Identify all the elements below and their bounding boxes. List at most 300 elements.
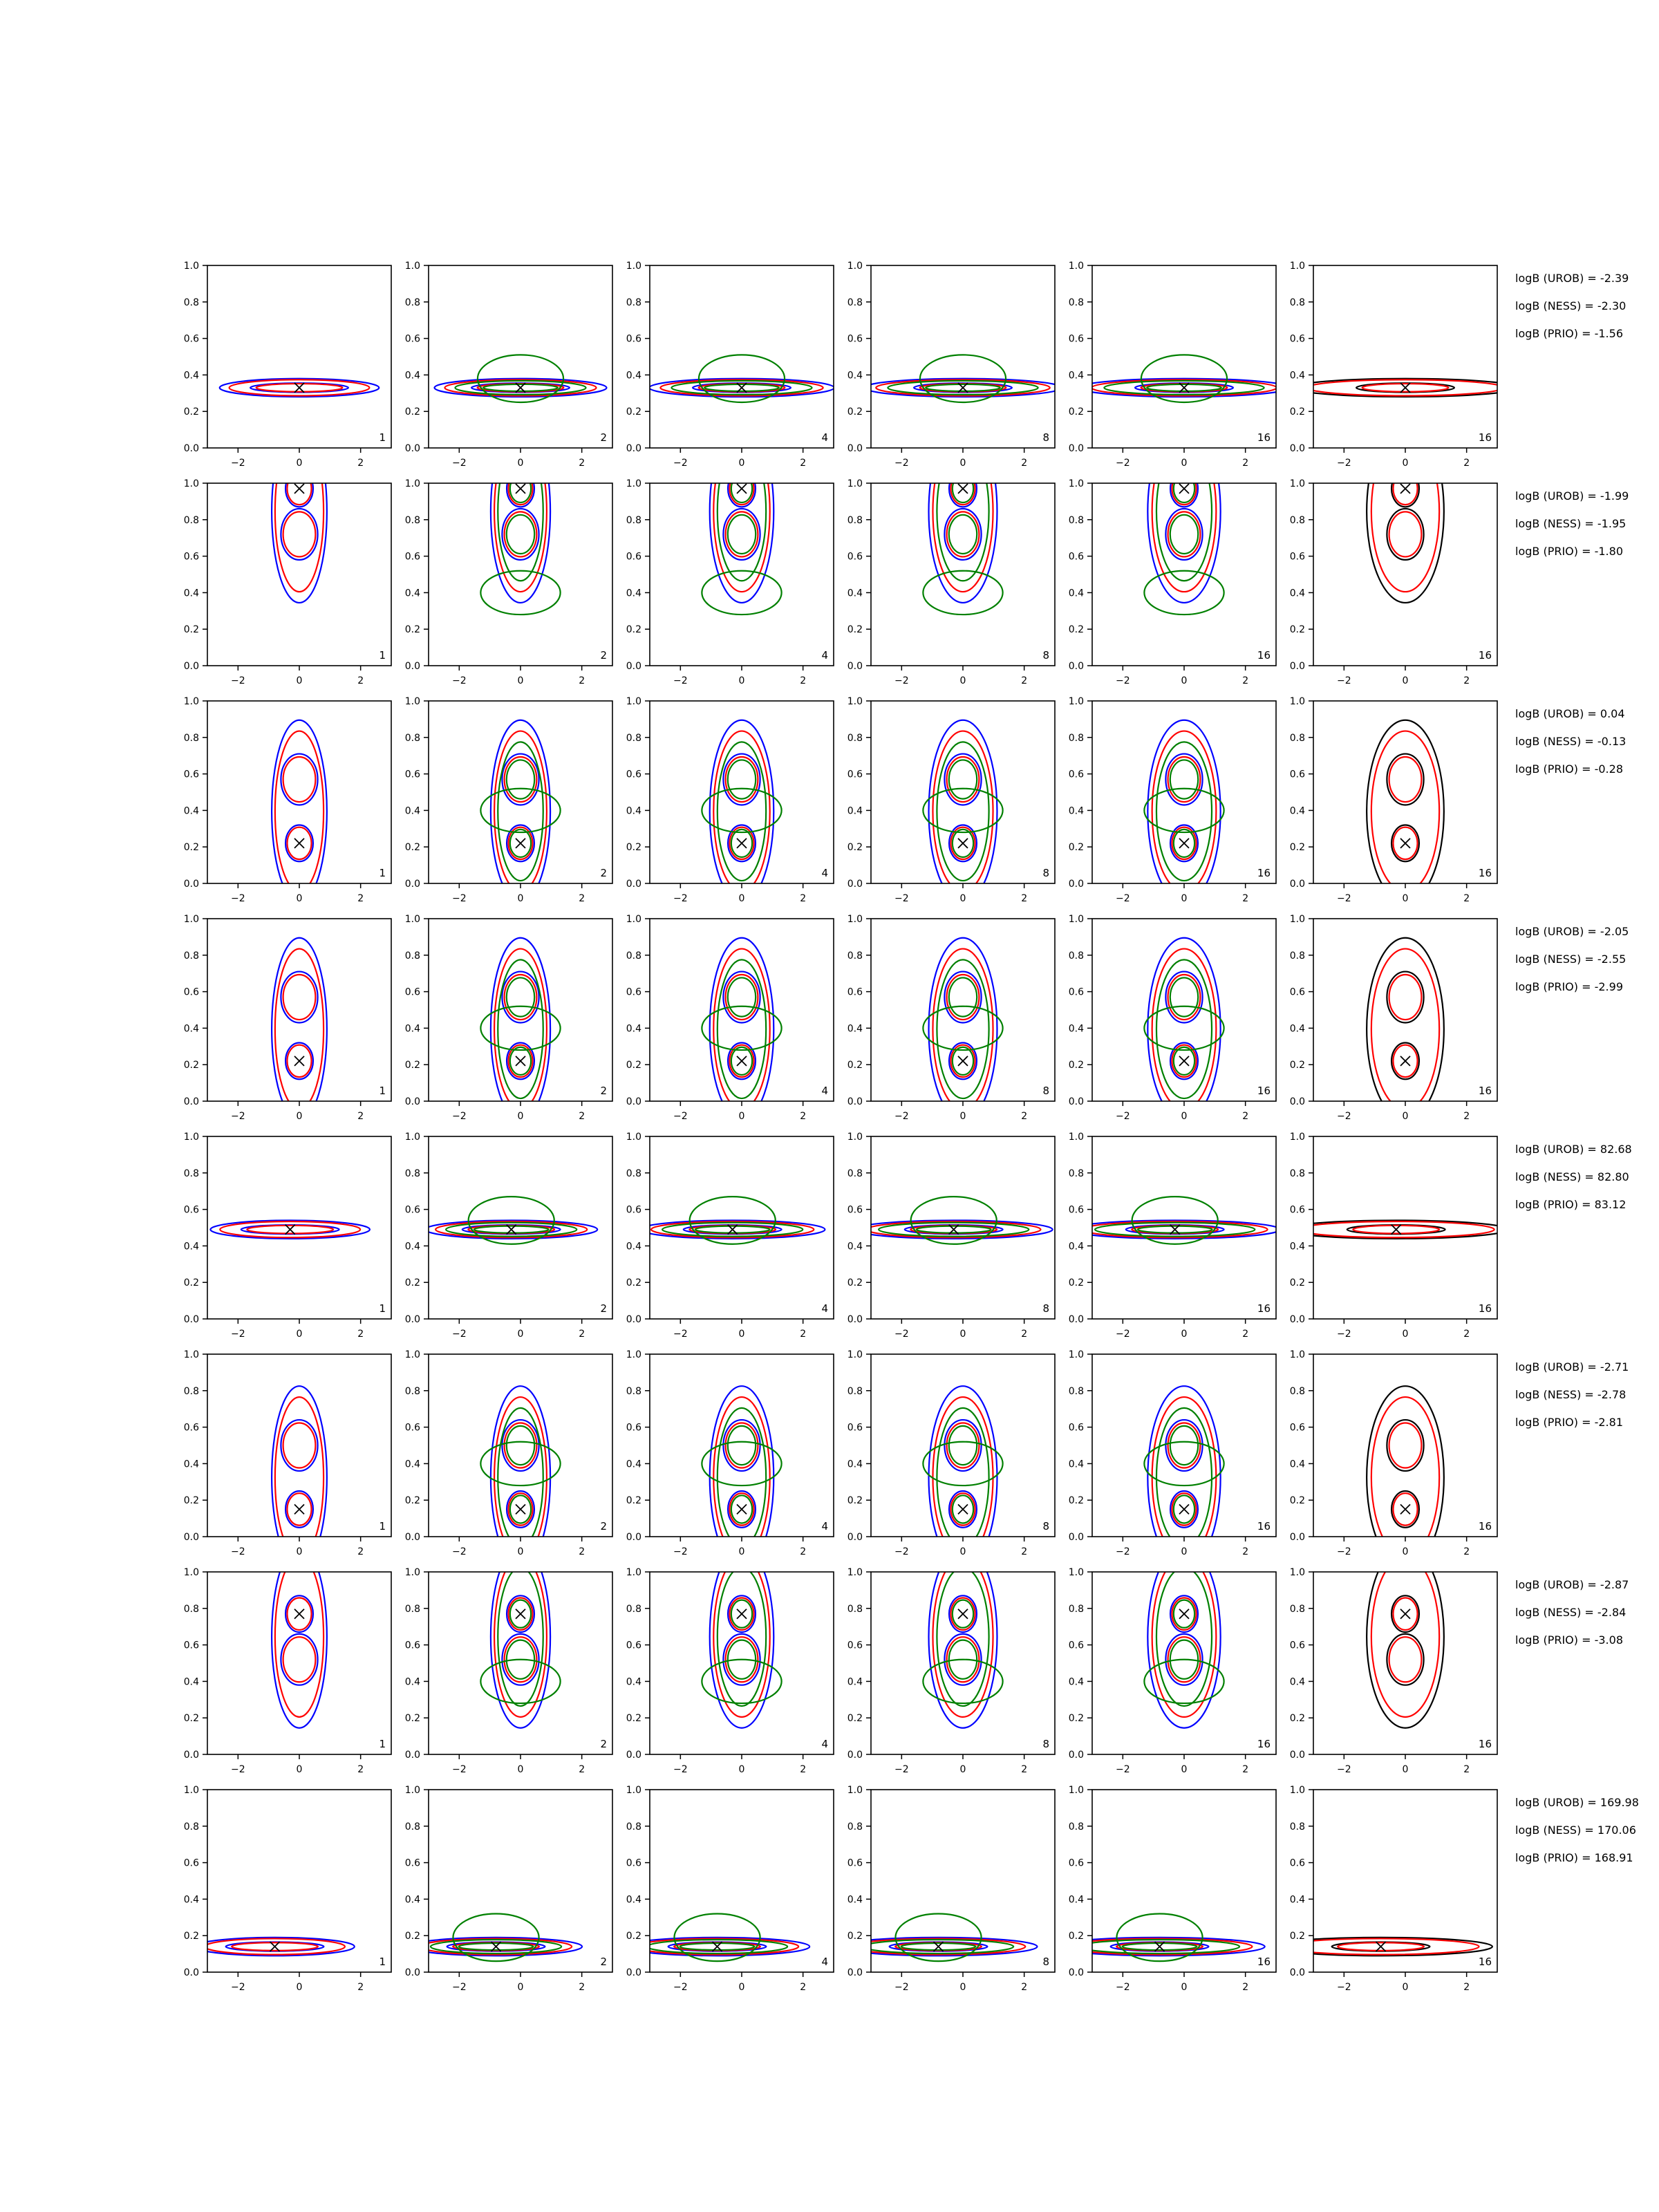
- y-tick-label: 0.2: [1068, 406, 1084, 418]
- y-tick-label: 0.8: [847, 950, 863, 962]
- y-tick-label: 0.8: [1068, 297, 1084, 308]
- ness-contour: [1168, 757, 1201, 802]
- y-tick-label: 0.6: [626, 1204, 641, 1216]
- panel-frame: [207, 1136, 391, 1319]
- x-tick-label: −2: [673, 1329, 688, 1340]
- y-tick-label: 0.0: [1289, 1532, 1305, 1543]
- urob-contour: [723, 972, 760, 1023]
- urob-contour: [491, 720, 550, 903]
- panel-r1-c6: [1290, 261, 1517, 469]
- x-tick-label: −2: [1116, 1329, 1130, 1340]
- y-tick-label: 0.0: [183, 1750, 199, 1761]
- y-tick-label: 1.0: [404, 478, 420, 489]
- x-tick-label: 2: [357, 458, 364, 469]
- y-tick-label: 0.0: [847, 1750, 863, 1761]
- panel-r7-c6: [1290, 1546, 1497, 1775]
- x-tick-label: −2: [673, 893, 688, 904]
- x-tick-label: 0: [738, 1764, 745, 1775]
- x-tick-label: 2: [800, 458, 807, 469]
- x-tick-label: 0: [738, 1111, 745, 1122]
- y-tick-label: 0.0: [847, 1314, 863, 1325]
- y-tick-label: 0.0: [847, 1532, 863, 1543]
- y-tick-label: 0.6: [1289, 986, 1305, 998]
- contour-lines: [1144, 938, 1224, 1121]
- ness-contour: [932, 731, 993, 892]
- x-tick-label: 0: [959, 893, 966, 904]
- y-tick-label: 0.0: [1068, 443, 1084, 454]
- panel-r6-c4: [847, 1349, 1055, 1568]
- y-tick-label: 0.6: [404, 1204, 420, 1216]
- ness-contour: [1168, 512, 1201, 556]
- contour-lines: [923, 938, 1002, 1121]
- truth-marker: [294, 838, 304, 848]
- y-tick-label: 0.6: [183, 333, 199, 345]
- urob-contour: [502, 509, 538, 560]
- y-tick-label: 0.2: [404, 624, 420, 636]
- logb-annotation: logB (NESS) = -2.55: [1515, 953, 1627, 966]
- y-tick-label: 0.2: [626, 842, 641, 854]
- ness-contour: [1371, 1397, 1439, 1557]
- ness-contour: [726, 975, 758, 1020]
- y-tick-label: 1.0: [1289, 1785, 1305, 1796]
- urob-contour: [1165, 754, 1202, 805]
- x-tick-label: 2: [579, 1546, 585, 1557]
- y-tick-label: 0.4: [847, 370, 863, 382]
- logb-annotation: logB (PRIO) = -1.80: [1515, 545, 1623, 558]
- ref-contour: [1367, 720, 1444, 903]
- prio-contour: [1170, 977, 1198, 1016]
- panel-label: 16: [1478, 431, 1492, 444]
- panel-frame: [871, 483, 1055, 666]
- x-tick-label: −2: [1116, 1764, 1130, 1775]
- y-tick-label: 1.0: [1068, 1785, 1084, 1796]
- panel-label: 2: [600, 1085, 607, 1097]
- y-tick-label: 0.0: [183, 1314, 199, 1325]
- y-tick-label: 0.2: [847, 624, 863, 636]
- y-tick-label: 0.8: [626, 1603, 641, 1615]
- panel-frame: [1313, 919, 1497, 1101]
- x-tick-label: −2: [673, 1546, 688, 1557]
- y-tick-label: 0.0: [1068, 661, 1084, 672]
- logb-annotation: logB (NESS) = 170.06: [1515, 1824, 1636, 1837]
- y-tick-label: 1.0: [1289, 696, 1305, 707]
- ness-contour: [726, 512, 758, 556]
- contour-lines: [480, 1546, 560, 1728]
- ness-contour: [1389, 1637, 1422, 1682]
- y-tick-label: 0.2: [847, 1277, 863, 1289]
- truth-marker: [958, 1609, 968, 1619]
- urob-contour: [944, 1420, 981, 1471]
- y-tick-label: 0.2: [1068, 1495, 1084, 1507]
- y-tick-label: 1.0: [626, 696, 641, 707]
- logb-annotation: logB (UROB) = -2.87: [1515, 1578, 1629, 1591]
- x-tick-label: −2: [452, 675, 467, 686]
- x-tick-label: −2: [231, 675, 245, 686]
- panel-r3-c2: [405, 696, 612, 904]
- contour-lines: [480, 720, 560, 903]
- y-tick-label: 0.8: [1068, 1385, 1084, 1397]
- y-tick-label: 1.0: [404, 914, 420, 925]
- x-tick-label: 0: [296, 1982, 303, 1993]
- y-tick-label: 0.0: [1289, 661, 1305, 672]
- contour-lines: [272, 1546, 327, 1728]
- x-tick-label: 0: [738, 893, 745, 904]
- y-tick-label: 1.0: [183, 1785, 199, 1796]
- x-tick-label: 2: [579, 1982, 585, 1993]
- y-tick-label: 0.6: [404, 1640, 420, 1651]
- y-tick-label: 0.2: [847, 842, 863, 854]
- y-tick-label: 0.6: [1289, 1422, 1305, 1434]
- y-tick-label: 0.2: [847, 1060, 863, 1071]
- y-tick-label: 0.2: [404, 1713, 420, 1725]
- x-tick-label: −2: [894, 458, 909, 469]
- y-tick-label: 1.0: [1289, 914, 1305, 925]
- x-tick-label: 2: [357, 893, 364, 904]
- y-tick-label: 1.0: [1068, 914, 1084, 925]
- y-tick-label: 0.0: [183, 1532, 199, 1543]
- x-tick-label: −2: [673, 1764, 688, 1775]
- y-tick-label: 1.0: [404, 261, 420, 272]
- x-tick-label: 0: [517, 1764, 524, 1775]
- y-tick-label: 0.8: [1068, 732, 1084, 744]
- x-tick-label: 0: [738, 1546, 745, 1557]
- x-tick-label: −2: [673, 1982, 688, 1993]
- y-tick-label: 1.0: [404, 1132, 420, 1143]
- y-tick-label: 0.0: [1068, 1532, 1084, 1543]
- y-tick-label: 1.0: [1068, 478, 1084, 489]
- y-tick-label: 0.8: [1289, 297, 1305, 308]
- panel-label: 16: [1257, 867, 1271, 879]
- y-tick-label: 0.4: [1068, 1459, 1084, 1470]
- y-tick-label: 0.6: [847, 1204, 863, 1216]
- y-tick-label: 1.0: [1068, 696, 1084, 707]
- panel-r6-c1: [184, 1349, 391, 1568]
- y-tick-label: 0.0: [404, 1096, 420, 1107]
- truth-marker: [294, 1609, 304, 1619]
- y-tick-label: 0.2: [1289, 406, 1305, 418]
- y-tick-label: 0.6: [183, 769, 199, 780]
- panel-frame: [871, 919, 1055, 1101]
- ness-contour: [283, 1423, 316, 1468]
- y-tick-label: 0.4: [183, 1894, 199, 1906]
- panel-r3-c4: [847, 696, 1055, 904]
- x-tick-label: 0: [517, 1982, 524, 1993]
- panel-frame: [207, 1572, 391, 1754]
- y-tick-label: 0.0: [183, 661, 199, 672]
- logb-annotation: logB (NESS) = -2.78: [1515, 1388, 1627, 1401]
- panel-label: 16: [1257, 1520, 1271, 1533]
- x-tick-label: 0: [1402, 1546, 1409, 1557]
- truth-marker: [958, 838, 968, 848]
- x-tick-label: 2: [579, 458, 585, 469]
- x-tick-label: 0: [517, 1329, 524, 1340]
- logb-annotation: logB (PRIO) = -3.08: [1515, 1633, 1623, 1647]
- y-tick-label: 0.2: [847, 1713, 863, 1725]
- logb-annotation: logB (PRIO) = -1.56: [1515, 327, 1623, 340]
- ness-contour: [1389, 512, 1422, 556]
- y-tick-label: 0.6: [847, 333, 863, 345]
- ness-contour: [947, 512, 980, 556]
- panel-r8-c1: [184, 1785, 391, 1993]
- x-tick-label: 0: [296, 1329, 303, 1340]
- y-tick-label: 0.4: [847, 1676, 863, 1688]
- panel-label: 1: [379, 1302, 386, 1315]
- y-tick-label: 1.0: [847, 696, 863, 707]
- x-tick-label: −2: [1337, 1111, 1351, 1122]
- panel-r6-c3: [626, 1349, 834, 1568]
- y-tick-label: 0.4: [1289, 1894, 1305, 1906]
- contour-lines: [855, 1197, 1053, 1244]
- contour-lines: [272, 938, 327, 1121]
- panel-label: 16: [1257, 1085, 1271, 1097]
- ness-contour: [275, 731, 324, 892]
- y-tick-label: 0.2: [1068, 1277, 1084, 1289]
- x-tick-label: 2: [1021, 1111, 1028, 1122]
- y-tick-label: 0.8: [847, 514, 863, 526]
- urob-contour: [281, 972, 317, 1023]
- panel-frame: [1313, 701, 1497, 883]
- panel-frame: [1092, 701, 1276, 883]
- x-tick-label: 0: [1402, 458, 1409, 469]
- y-tick-label: 0.6: [183, 1640, 199, 1651]
- y-tick-label: 0.2: [183, 624, 199, 636]
- y-tick-label: 0.6: [1068, 1857, 1084, 1869]
- panel-r5-c2: [405, 1132, 612, 1340]
- contour-lines: [410, 1914, 582, 1962]
- truth-marker: [516, 1504, 525, 1514]
- truth-marker: [737, 838, 747, 848]
- y-tick-label: 0.6: [1068, 769, 1084, 780]
- panel-label: 4: [821, 1956, 828, 1968]
- y-tick-label: 0.4: [1289, 1023, 1305, 1035]
- ness-contour: [275, 1397, 324, 1557]
- y-tick-label: 0.6: [1068, 551, 1084, 563]
- contour-lines: [649, 355, 834, 402]
- panel-r4-c6: [1290, 914, 1497, 1122]
- urob-contour: [272, 720, 327, 903]
- y-tick-label: 0.4: [404, 588, 420, 599]
- y-tick-label: 0.4: [626, 805, 641, 817]
- y-tick-label: 1.0: [626, 914, 641, 925]
- x-tick-label: 2: [1463, 458, 1470, 469]
- y-tick-label: 0.2: [626, 406, 641, 418]
- x-tick-label: 2: [1021, 458, 1028, 469]
- x-tick-label: 2: [1242, 893, 1249, 904]
- y-tick-label: 0.8: [404, 1385, 420, 1397]
- panel-label: 4: [821, 1520, 828, 1533]
- x-tick-label: −2: [1337, 1982, 1351, 1993]
- ness-contour: [1152, 949, 1217, 1109]
- y-tick-label: 1.0: [626, 261, 641, 272]
- truth-marker: [516, 484, 525, 494]
- y-tick-label: 0.6: [1068, 333, 1084, 345]
- y-tick-label: 0.4: [183, 1241, 199, 1253]
- contour-lines: [1367, 1546, 1444, 1728]
- x-tick-label: 0: [517, 458, 524, 469]
- panel-r8-c4: [840, 1785, 1055, 1993]
- panel-r6-c5: [1069, 1349, 1276, 1568]
- y-tick-label: 0.4: [847, 1023, 863, 1035]
- y-tick-label: 0.4: [847, 805, 863, 817]
- y-tick-label: 0.4: [183, 1023, 199, 1035]
- y-tick-label: 0.4: [1289, 1459, 1305, 1470]
- logb-annotation: logB (UROB) = 169.98: [1515, 1796, 1639, 1809]
- y-tick-label: 0.8: [183, 732, 199, 744]
- y-tick-label: 0.0: [626, 879, 641, 890]
- y-tick-label: 0.6: [404, 1422, 420, 1434]
- x-tick-label: 2: [800, 1111, 807, 1122]
- truth-marker: [1400, 1609, 1410, 1619]
- x-tick-label: 0: [1181, 1546, 1188, 1557]
- panel-label: 2: [600, 649, 607, 662]
- truth-marker: [737, 484, 747, 494]
- y-tick-label: 0.6: [626, 1857, 641, 1869]
- y-tick-label: 1.0: [183, 1349, 199, 1360]
- urob-contour: [1165, 1420, 1202, 1471]
- prio-contour: [728, 1426, 756, 1465]
- y-tick-label: 1.0: [847, 261, 863, 272]
- panel-r8-c3: [625, 1785, 834, 1993]
- y-tick-label: 0.0: [183, 1096, 199, 1107]
- y-tick-label: 0.8: [847, 1385, 863, 1397]
- y-tick-label: 0.6: [183, 1857, 199, 1869]
- y-tick-label: 0.6: [847, 1422, 863, 1434]
- x-tick-label: 0: [959, 1764, 966, 1775]
- y-tick-label: 0.6: [1068, 1640, 1084, 1651]
- y-tick-label: 0.2: [1289, 1495, 1305, 1507]
- truth-marker: [1179, 838, 1189, 848]
- y-tick-label: 0.0: [183, 1967, 199, 1978]
- x-tick-label: −2: [452, 458, 467, 469]
- panel-label: 8: [1042, 1302, 1049, 1315]
- y-tick-label: 0.4: [1068, 370, 1084, 382]
- y-tick-label: 0.8: [1289, 514, 1305, 526]
- ness-contour: [713, 949, 769, 1109]
- x-tick-label: 2: [1242, 675, 1249, 686]
- truth-marker: [958, 1504, 968, 1514]
- x-tick-label: 2: [357, 1329, 364, 1340]
- y-tick-label: 0.2: [183, 1495, 199, 1507]
- x-tick-label: 2: [1463, 1764, 1470, 1775]
- truth-marker: [1179, 1056, 1189, 1066]
- y-tick-label: 0.8: [404, 297, 420, 308]
- y-tick-label: 1.0: [626, 1785, 641, 1796]
- x-tick-label: 0: [1402, 1764, 1409, 1775]
- y-tick-label: 0.2: [626, 1277, 641, 1289]
- contour-lines: [1054, 1914, 1264, 1962]
- contour-lines: [435, 355, 607, 402]
- y-tick-label: 0.0: [626, 1532, 641, 1543]
- contour-lines: [923, 720, 1002, 903]
- y-tick-label: 0.8: [1068, 1603, 1084, 1615]
- y-tick-label: 1.0: [404, 1349, 420, 1360]
- y-tick-label: 0.4: [626, 1023, 641, 1035]
- panel-r7-c3: [626, 1546, 834, 1775]
- truth-marker: [516, 1609, 525, 1619]
- y-tick-label: 0.2: [626, 1713, 641, 1725]
- y-tick-label: 0.8: [183, 1821, 199, 1833]
- y-tick-label: 0.2: [1068, 1931, 1084, 1942]
- y-tick-label: 0.6: [183, 551, 199, 563]
- y-tick-label: 0.4: [1068, 1241, 1084, 1253]
- y-tick-label: 0.8: [1068, 1821, 1084, 1833]
- contour-lines: [702, 938, 781, 1121]
- logb-annotation: logB (PRIO) = -2.99: [1515, 980, 1623, 993]
- x-tick-label: 2: [1463, 1546, 1470, 1557]
- ness-contour: [726, 757, 758, 802]
- y-tick-label: 0.2: [1068, 624, 1084, 636]
- panel-r3-c5: [1069, 696, 1276, 904]
- y-tick-label: 1.0: [626, 1349, 641, 1360]
- y-tick-label: 0.4: [626, 1894, 641, 1906]
- y-tick-label: 0.2: [404, 1495, 420, 1507]
- panel-label: 8: [1042, 649, 1049, 662]
- urob-contour: [944, 754, 981, 805]
- y-tick-label: 0.4: [183, 1459, 199, 1470]
- panel-frame: [429, 265, 612, 448]
- panel-label: 16: [1478, 1302, 1492, 1315]
- prio-contour: [507, 977, 534, 1016]
- prio-contour: [949, 977, 977, 1016]
- urob-contour: [281, 1420, 317, 1471]
- y-tick-label: 0.4: [1068, 1894, 1084, 1906]
- panel-label: 16: [1478, 649, 1492, 662]
- truth-marker: [958, 1056, 968, 1066]
- x-tick-label: 0: [959, 1982, 966, 1993]
- y-tick-label: 0.6: [404, 986, 420, 998]
- truth-marker: [1179, 1609, 1189, 1619]
- x-tick-label: 2: [800, 1546, 807, 1557]
- y-tick-label: 0.8: [626, 514, 641, 526]
- urob-contour: [944, 972, 981, 1023]
- urob-contour: [272, 938, 327, 1121]
- x-tick-label: −2: [894, 893, 909, 904]
- y-tick-label: 1.0: [626, 1567, 641, 1578]
- y-tick-label: 0.8: [404, 1603, 420, 1615]
- panel-label: 2: [600, 1520, 607, 1533]
- x-tick-label: 2: [1021, 1982, 1028, 1993]
- urob-contour: [929, 720, 997, 903]
- panel-label: 2: [600, 1738, 607, 1750]
- x-tick-label: 0: [296, 1764, 303, 1775]
- x-tick-label: 2: [357, 675, 364, 686]
- x-tick-label: 2: [579, 1329, 585, 1340]
- urob-contour: [1165, 509, 1202, 560]
- panel-label: 8: [1042, 1738, 1049, 1750]
- y-tick-label: 0.8: [183, 1385, 199, 1397]
- x-tick-label: 0: [296, 1111, 303, 1122]
- truth-marker: [516, 1056, 525, 1066]
- truth-marker: [737, 1056, 747, 1066]
- y-tick-label: 1.0: [183, 696, 199, 707]
- y-tick-label: 0.2: [1289, 1713, 1305, 1725]
- x-tick-label: −2: [1337, 1764, 1351, 1775]
- y-tick-label: 0.6: [1289, 1640, 1305, 1651]
- contour-lines: [1144, 720, 1224, 903]
- urob-contour: [944, 509, 981, 560]
- ness-contour: [505, 1423, 537, 1468]
- x-tick-label: −2: [1337, 1546, 1351, 1557]
- contour-lines: [1070, 1197, 1280, 1244]
- y-tick-label: 0.4: [626, 370, 641, 382]
- panel-label: 4: [821, 867, 828, 879]
- prio-contour: [507, 760, 534, 798]
- panel-frame: [1092, 265, 1276, 448]
- y-tick-label: 0.6: [626, 1422, 641, 1434]
- x-tick-label: −2: [231, 893, 245, 904]
- y-tick-label: 0.6: [847, 551, 863, 563]
- y-tick-label: 0.8: [1068, 514, 1084, 526]
